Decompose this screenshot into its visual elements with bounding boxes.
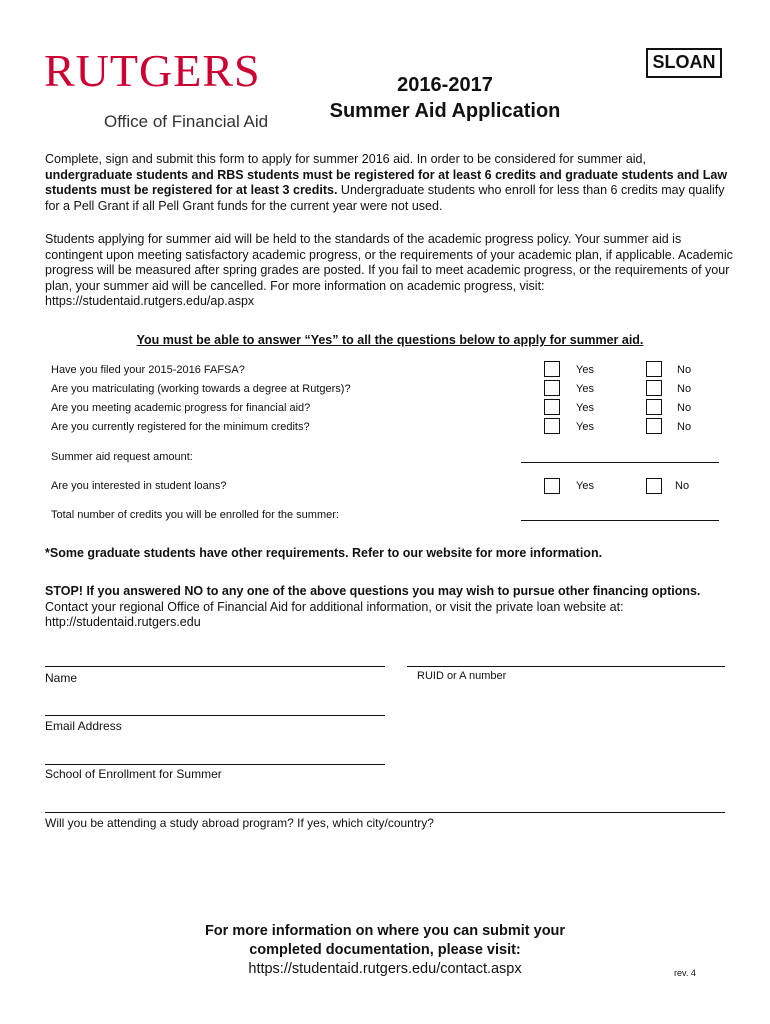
aid-amount-label: Summer aid request amount: <box>51 451 193 463</box>
school-input-line[interactable] <box>45 764 385 765</box>
aid-amount-input-line[interactable] <box>521 462 719 463</box>
loans-no-checkbox[interactable] <box>646 478 662 494</box>
registered-no-checkbox[interactable] <box>646 418 662 434</box>
name-label: Name <box>45 671 78 685</box>
intro-text-a: Complete, sign and submit this form to apply for summer 2016 aid. In order to be considered for summer aid, <box>45 152 646 166</box>
school-label: School of Enrollment for Summer <box>45 767 222 781</box>
credits-input-line[interactable] <box>521 520 719 521</box>
yes-label: Yes <box>576 421 594 433</box>
email-input-line[interactable] <box>45 715 385 716</box>
ruid-label: RUID or A number <box>417 670 507 682</box>
sloan-badge: SLOAN <box>646 48 722 78</box>
no-label: No <box>677 421 692 433</box>
footer-line-1: For more information on where you can submit your <box>204 923 566 939</box>
yes-label: Yes <box>576 480 594 492</box>
intro-paragraph-1 <box>45 152 735 214</box>
registered-yes-checkbox[interactable] <box>544 418 560 434</box>
question-registered: Are you currently registered for the minimum credits? <box>51 421 310 433</box>
footer-line-2: completed documentation, please visit: <box>249 942 521 958</box>
no-label: No <box>675 480 690 492</box>
fafsa-no-checkbox[interactable] <box>646 361 662 377</box>
stop-note-text: Contact your regional Office of Financial Aid for additional information, or visit the private loan website at: http://studentaid.rutgers.edu <box>45 599 624 629</box>
abroad-input-line[interactable] <box>45 812 725 813</box>
progress-no-checkbox[interactable] <box>646 399 662 415</box>
loans-yes-checkbox[interactable] <box>544 478 560 494</box>
intro-text-b: Undergraduate students who enroll for less than 6 credits may qualify for a Pell Grant if all Pell Grant funds for the current year were not used. <box>45 183 725 213</box>
name-input-line[interactable] <box>45 666 385 667</box>
credits-label: Total number of credits you will be enrolled for the summer: <box>51 509 339 521</box>
ruid-input-line[interactable] <box>407 666 725 667</box>
question-loans: Are you interested in student loans? <box>51 480 227 492</box>
no-label: No <box>677 383 692 395</box>
yes-label: Yes <box>576 364 594 376</box>
rutgers-logo: RUTGERS <box>44 45 261 96</box>
no-label: No <box>677 364 692 376</box>
question-fafsa: Have you filed your 2015-2016 FAFSA? <box>51 364 245 376</box>
footer-url[interactable]: https://studentaid.rutgers.edu/contact.aspx <box>248 961 522 977</box>
matriculating-no-checkbox[interactable] <box>646 380 662 396</box>
question-matriculating: Are you matriculating (working towards a degree at Rutgers)? <box>51 383 351 395</box>
progress-yes-checkbox[interactable] <box>544 399 560 415</box>
fafsa-yes-checkbox[interactable] <box>544 361 560 377</box>
stop-note <box>45 584 735 631</box>
abroad-label: Will you be attending a study abroad program? If yes, which city/country? <box>45 816 434 830</box>
yes-label: Yes <box>576 402 594 414</box>
no-label: No <box>677 402 692 414</box>
matriculating-yes-checkbox[interactable] <box>544 380 560 396</box>
email-label: Email Address <box>45 719 122 733</box>
graduate-note: *Some graduate students have other requirements. Refer to our website for more information. <box>45 546 603 560</box>
intro-requirement: undergraduate students and RBS students must be registered for at least 6 credits and graduate students and Law students must be registered for at least 3 credits. <box>45 167 728 197</box>
intro-paragraph-2: Students applying for summer aid will be held to the standards of the academic progress policy. Your summer aid is contingent upon meeting satisfactory academic progress, or the requirements of your academic plan, if applicable. Academic progress will be measured after spring grades are posted. If you fail to meet academic progress, or the requirements of your plan, your summer aid will be cancelled. For more information on academic progress, visit: https://studentaid.rutgers.edu/ap.aspx <box>45 232 733 308</box>
questions-heading: You must be able to answer “Yes” to all the questions below to apply for summer aid. <box>136 333 644 347</box>
stop-note-bold: STOP! If you answered NO to any one of the above questions you may wish to pursue other financing options. <box>45 584 701 598</box>
form-year: 2016-2017 <box>397 74 493 96</box>
form-title: Summer Aid Application <box>329 100 561 122</box>
revision-label: rev. 4 <box>674 968 696 978</box>
question-progress: Are you meeting academic progress for financial aid? <box>51 402 311 414</box>
form-title-block <box>300 72 590 124</box>
yes-label: Yes <box>576 383 594 395</box>
footer-info <box>150 922 620 979</box>
office-name: Office of Financial Aid <box>104 112 269 131</box>
